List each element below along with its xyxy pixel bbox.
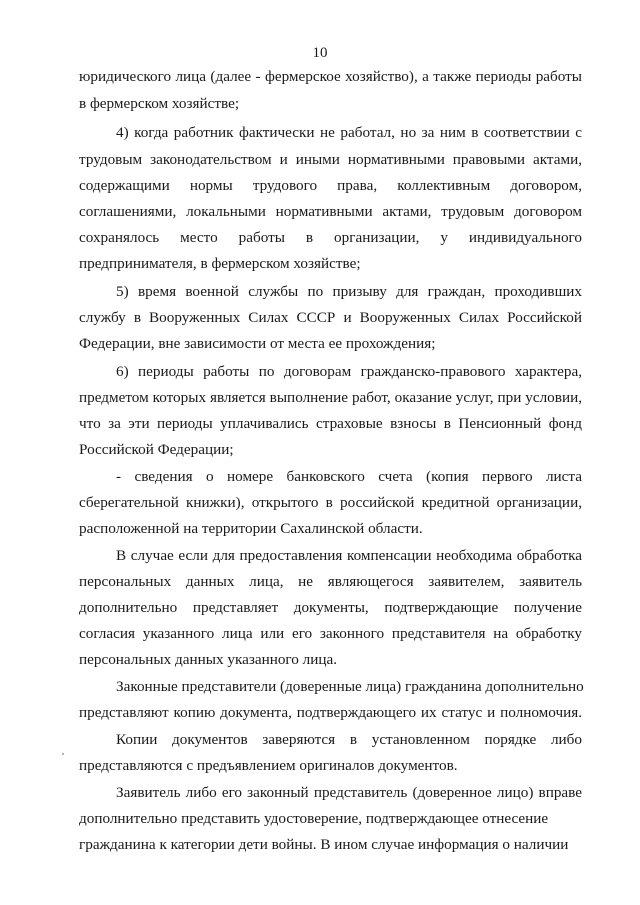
- text-line: 5) время военной службы по призыву для граждан, проходивших: [116, 283, 582, 300]
- text-line: в фермерском хозяйстве;: [79, 95, 240, 112]
- text-line: - сведения о номере банковского счета (копия первого листа: [116, 468, 582, 485]
- text-line: представляются с предъявлением оригиналов документов.: [79, 757, 458, 774]
- text-line: дополнительно представляет документы, подтверждающие получение: [79, 599, 582, 616]
- text-line: Законные представители (доверенные лица) гражданина дополнительно: [116, 678, 584, 695]
- text-line: расположенной на территории Сахалинской области.: [79, 520, 423, 537]
- text-line: службу в Вооруженных Силах СССР и Вооруженных Силах Российской: [79, 309, 582, 326]
- text-line: гражданина к категории дети войны. В ином случае информация о наличии: [79, 836, 569, 853]
- text-line: сохранялось место работы в организации, у индивидуального: [79, 229, 582, 246]
- text-line: Федерации, вне зависимости от места ее прохождения;: [79, 335, 436, 352]
- text-line: предметом которых является выполнение работ, оказание услуг, при условии,: [79, 389, 582, 406]
- text-line: предпринимателя, в фермерском хозяйстве;: [79, 255, 361, 272]
- text-line: согласия указанного лица или его законного представителя на обработку: [79, 625, 582, 642]
- text-line: дополнительно представить удостоверение, подтверждающее отнесение: [79, 810, 549, 827]
- text-line: Российской Федерации;: [79, 441, 234, 458]
- page-number: 10: [312, 45, 328, 61]
- text-line: 6) периоды работы по договорам гражданско-правового характера,: [116, 363, 582, 380]
- text-line: что за эти периоды уплачивались страховые взносы в Пенсионный фонд: [79, 415, 582, 432]
- text-line: Копии документов заверяются в установленном порядке либо: [116, 731, 582, 748]
- scan-speck: [62, 753, 64, 755]
- text-line: юридического лица (далее - фермерское хозяйство), а также периоды работы: [79, 68, 582, 85]
- text-line: трудовым законодательством и иными нормативными правовыми актами,: [79, 151, 582, 168]
- text-line: соглашениями, локальными нормативными актами, трудовым договором: [79, 203, 582, 220]
- text-line: персональных данных лица, не являющегося заявителем, заявитель: [79, 573, 582, 590]
- text-line: персональных данных указанного лица.: [79, 651, 338, 668]
- text-line: 4) когда работник фактически не работал, но за ним в соответствии с: [116, 124, 582, 141]
- text-line: В случае если для предоставления компенсации необходима обработка: [116, 547, 582, 564]
- text-line: сберегательной книжки), открытого в российской кредитной организации,: [79, 494, 582, 511]
- text-line: содержащими нормы трудового права, коллективным договором,: [79, 177, 582, 194]
- text-line: Заявитель либо его законный представитель (доверенное лицо) вправе: [116, 784, 582, 801]
- text-line: представляют копию документа, подтверждающего их статус и полномочия.: [79, 704, 582, 721]
